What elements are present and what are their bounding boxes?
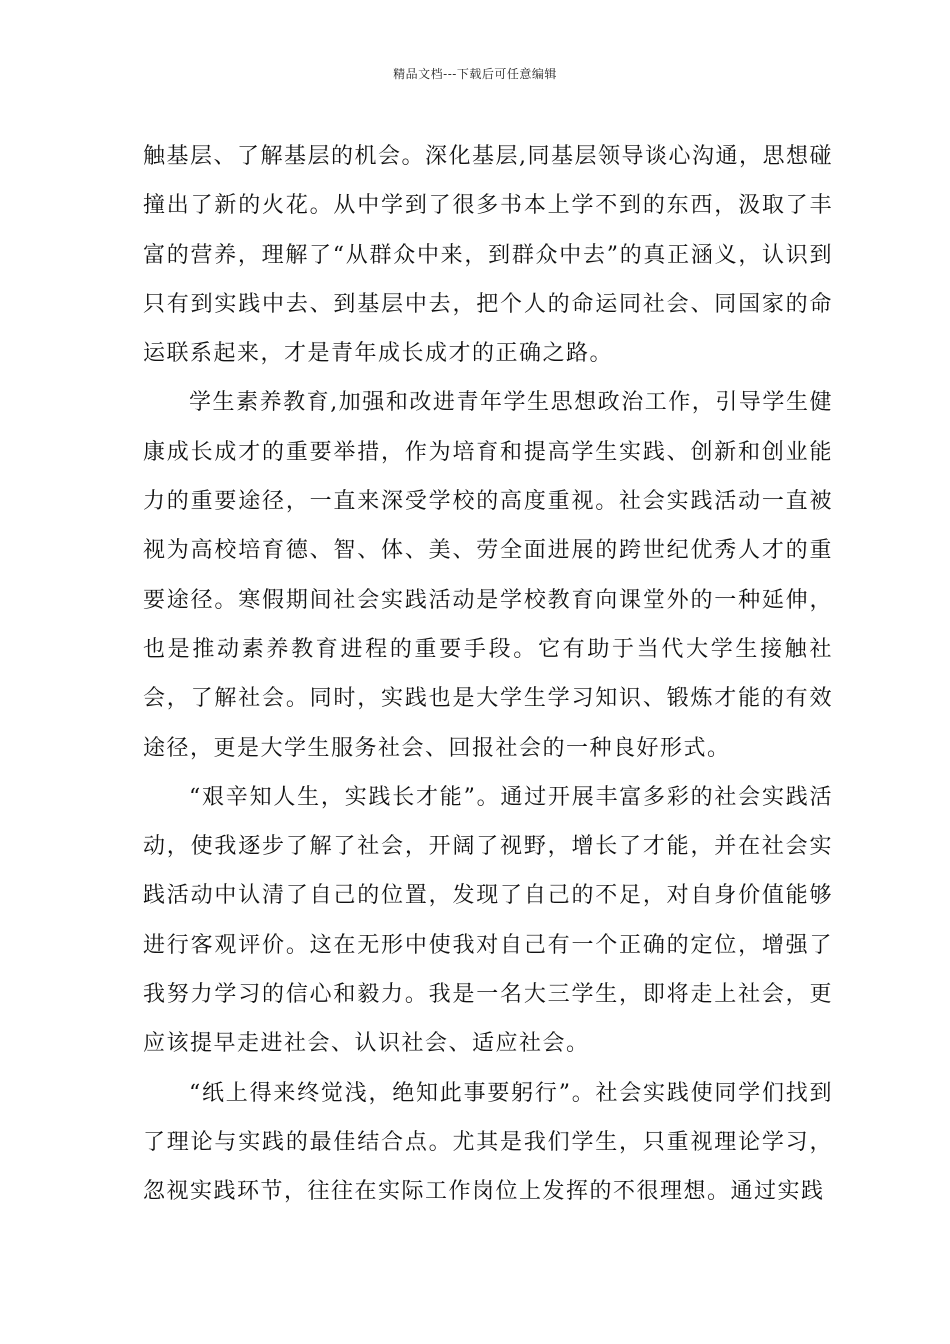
document-body [143,132,833,1217]
paragraph-continued: 触基层、了解基层的机会。深化基层,同基层领导谈心沟通，思想碰撞出了新的火花。从中学到了很多书本上学不到的东西，汲取了丰富的营养，理解了“从群众中来，到群众中去”的真正涵义，认识到只有到实践中去、到基层中去，把个人的命运同社会、同国家的命运联系起来，才是青年成长成才的正确之路。 [143,144,833,367]
page-header: 精品文档---下载后可任意编辑 [393,67,557,81]
paragraph-quality-education: 学生素养教育,加强和改进青年学生思想政治工作，引导学生健康成长成才的重要举措，作为培育和提高学生实践、创新和创业能力的重要途径，一直来深受学校的高度重视。社会实践活动一直被视为高校培育德、智、体、美、劳全面进展的跨世纪优秀人才的重要途径。寒假期间社会实践活动是学校教育向课堂外的一种延伸，也是推动素养教育进程的重要手段。它有助于当代大学生接触社会，了解社会。同时，实践也是大学生学习知识、锻炼才能的有效途径，更是大学生服务社会、回报社会的一种良好形式。 [143,390,833,761]
paragraph-practice-growth: “艰辛知人生，实践长才能”。通过开展丰富多彩的社会实践活动，使我逐步了解了社会，开阔了视野，增长了才能，并在社会实践活动中认清了自己的位置，发现了自己的不足，对自身价值能够进行客观评价。这在无形中使我对自己有一个正确的定位，增强了我努力学习的信心和毅力。我是一名大三学生，即将走上社会，更应该提早走进社会、认识社会、适应社会。 [143,784,833,1057]
paragraph-theory-practice: “纸上得来终觉浅，绝知此事要躬行”。社会实践使同学们找到了理论与实践的最佳结合点。尤其是我们学生，只重视理论学习，忽视实践环节，往往在实际工作岗位上发挥的不很理想。通过实践 [143,1080,833,1205]
